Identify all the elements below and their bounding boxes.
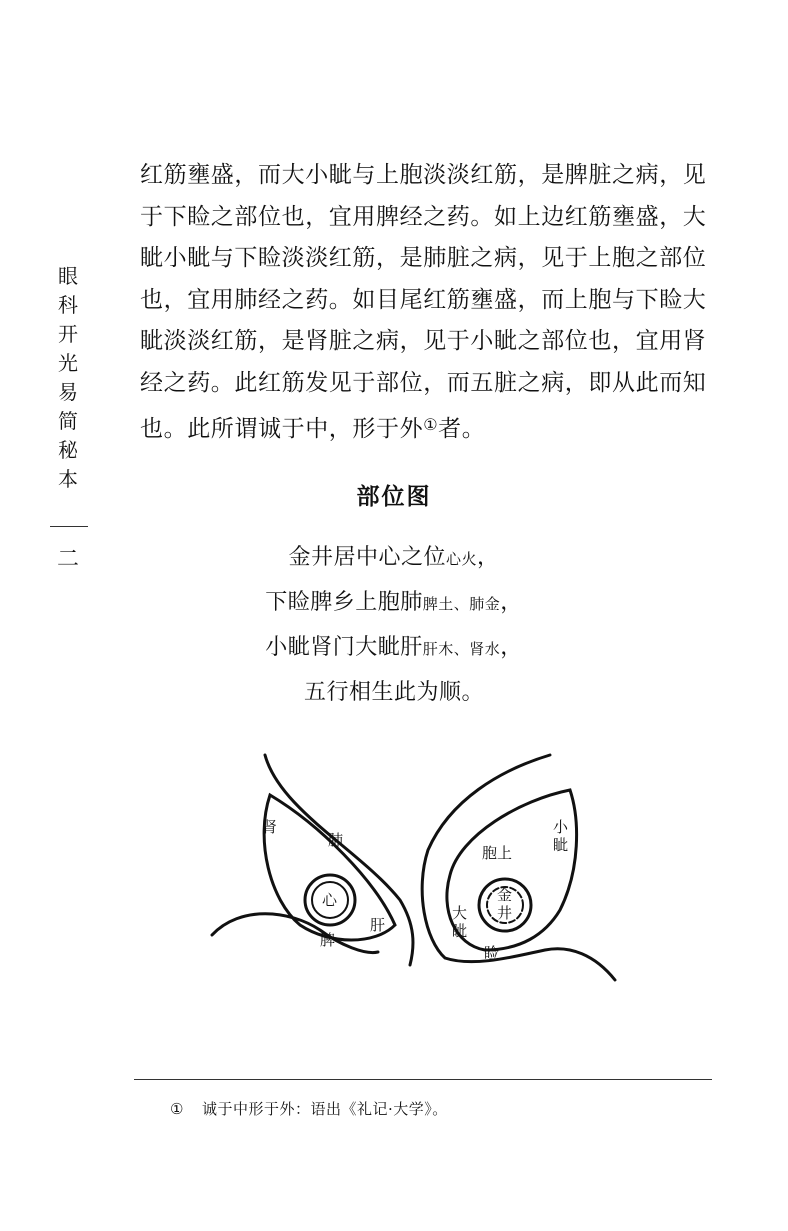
footnote (170, 1098, 448, 1119)
footnote-mark: ① (170, 1100, 184, 1118)
label-fei: 肺 (328, 831, 344, 849)
label-jin: 金 (497, 886, 513, 904)
footnote-divider (134, 1079, 712, 1080)
label-zi-small: 眦 (553, 836, 569, 854)
sidebar-divider (50, 526, 88, 527)
footnote-reference[interactable]: ① (423, 415, 439, 434)
verse-line: 小眦肾门大眦肝肝木、肾水， (265, 635, 523, 660)
label-zi-big: 眦 (452, 922, 468, 940)
section-heading: 部位图 (356, 483, 432, 510)
footnote-text: 诚于中形于外：语出《礼记·大学》。 (201, 1100, 448, 1118)
label-jing: 井 (497, 904, 513, 922)
verse-note: 心火 (445, 550, 477, 568)
verse-line: 下睑脾乡上胞肺脾土、肺金， (265, 590, 523, 615)
label-pi: 脾 (320, 931, 336, 949)
eye-position-diagram (200, 740, 630, 990)
verse-line: 五行相生此为顺。 (303, 680, 484, 705)
label-xiao: 小 (553, 818, 569, 836)
label-bao-shang: 胞上 (482, 844, 513, 862)
verse-note: 肝木、肾水 (422, 640, 501, 658)
paragraph-main-text: 红筋壅盛，而大小眦与上胞淡淡红筋，是脾脏之病，见于下睑之部位也，宜用脾经之药。如上边红筋壅盛，大眦小眦与下睑淡淡红筋，是肺脏之病，见于上胞之部位也，宜用肺经之药。如目尾红筋壅盛，而上胞与下睑大眦淡淡红筋，是肾脏之病，见于小眦之部位也，宜用肾经之药。此红筋发见于部位，而五脏之病，即从此而知也。此所谓诚于中，形于外 (140, 162, 707, 442)
verse-line: 金井居中心之位心火， (288, 545, 500, 570)
label-shen: 肾 (262, 818, 278, 836)
book-title-text: 眼科开光易简秘本 (58, 264, 78, 491)
left-eye-outer (265, 755, 413, 965)
label-da: 大 (452, 904, 468, 922)
book-title-vertical (54, 262, 82, 494)
body-paragraph (140, 155, 720, 451)
label-xin: 心 (322, 891, 338, 909)
verse-note: 脾土、肺金 (422, 595, 501, 613)
paragraph-end-text: 者。 (438, 416, 486, 442)
label-lian: 睑 (484, 944, 500, 962)
page-number: 二 (56, 547, 79, 572)
label-gan: 肝 (370, 916, 386, 934)
verse-block (0, 536, 788, 716)
